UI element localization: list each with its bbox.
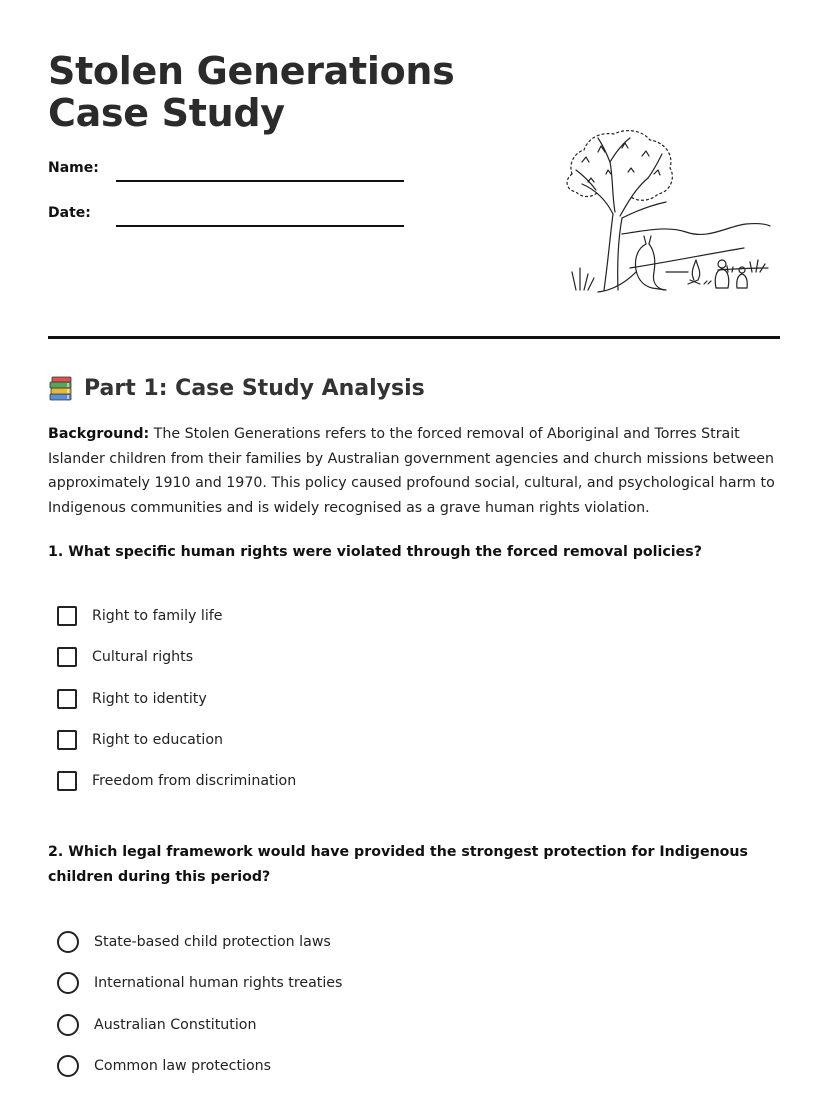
radio-button[interactable] [57,1014,79,1036]
checkbox[interactable] [57,730,77,750]
books-icon [48,376,74,402]
radio-button[interactable] [57,931,79,953]
radio-option[interactable] [57,1053,271,1079]
option-label: Common law protections [94,1058,272,1074]
checkbox-option[interactable] [57,727,223,753]
option-label: Right to identity [92,691,207,707]
section-heading-text: Part 1: Case Study Analysis [84,376,425,401]
checkbox[interactable] [57,689,77,709]
checkbox[interactable] [57,647,77,667]
radio-button[interactable] [57,972,79,994]
name-field[interactable] [116,180,404,182]
radio-button[interactable] [57,1055,79,1077]
question-1: 1. What specific human rights were violated through the forced removal policies? [48,544,702,560]
header-divider [48,336,780,339]
question-2: 2. Which legal framework would have provided the strongest protection for Indigenous children during this period? [48,844,748,885]
radio-option[interactable] [57,970,342,996]
name-label: Name: [48,160,99,176]
option-label: Cultural rights [92,649,194,665]
option-label: Right to family life [92,608,223,624]
checkbox-option[interactable] [57,603,223,629]
option-label: Freedom from discrimination [92,773,297,789]
date-field[interactable] [116,225,404,227]
page-title: Stolen Generations Case Study [48,49,455,135]
background-paragraph [48,422,782,520]
option-label: State-based child protection laws [94,934,331,950]
outback-landscape-illustration [518,122,774,298]
radio-option[interactable] [57,929,331,955]
worksheet-page [48,0,780,1118]
background-label: Background: [48,426,150,442]
background-text: The Stolen Generations refers to the forced removal of Aboriginal and Torres Strait Islander children from their families by Australian government agencies and church missions between approximately 1910 and 1970. This policy caused profound social, cultural, and psychological harm to Indigenous communities and is widely recognised as a grave human rights violation. [48,426,775,516]
option-label: International human rights treaties [94,975,343,991]
option-label: Right to education [92,732,224,748]
option-label: Australian Constitution [94,1017,257,1033]
checkbox-option[interactable] [57,686,207,712]
checkbox[interactable] [57,606,77,626]
checkbox-option[interactable] [57,768,296,794]
section-heading-part-1 [48,374,425,404]
checkbox-option[interactable] [57,644,193,670]
radio-option[interactable] [57,1012,256,1038]
checkbox[interactable] [57,771,77,791]
date-label: Date: [48,205,91,221]
